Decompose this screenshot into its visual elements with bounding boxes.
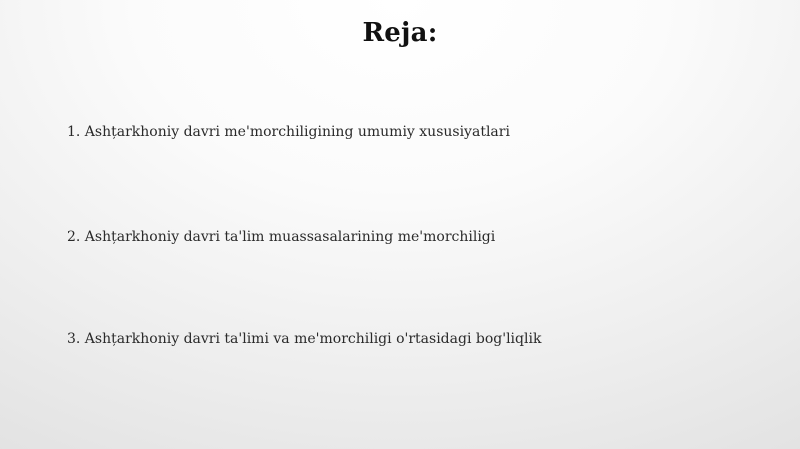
plan-list <box>67 0 787 449</box>
slide-title: Reja: <box>362 18 438 48</box>
plan-item-2: 2. Ashțarkhoniy davri ta'lim muassasalarining me'morchiligi <box>67 229 496 245</box>
plan-item-1: 1. Ashțarkhoniy davri me'morchiligining umumiy xususiyatlari <box>67 124 510 140</box>
plan-item-3: 3. Ashțarkhoniy davri ta'limi va me'morchiligi o'rtasidagi bog'liqlik <box>67 331 542 347</box>
